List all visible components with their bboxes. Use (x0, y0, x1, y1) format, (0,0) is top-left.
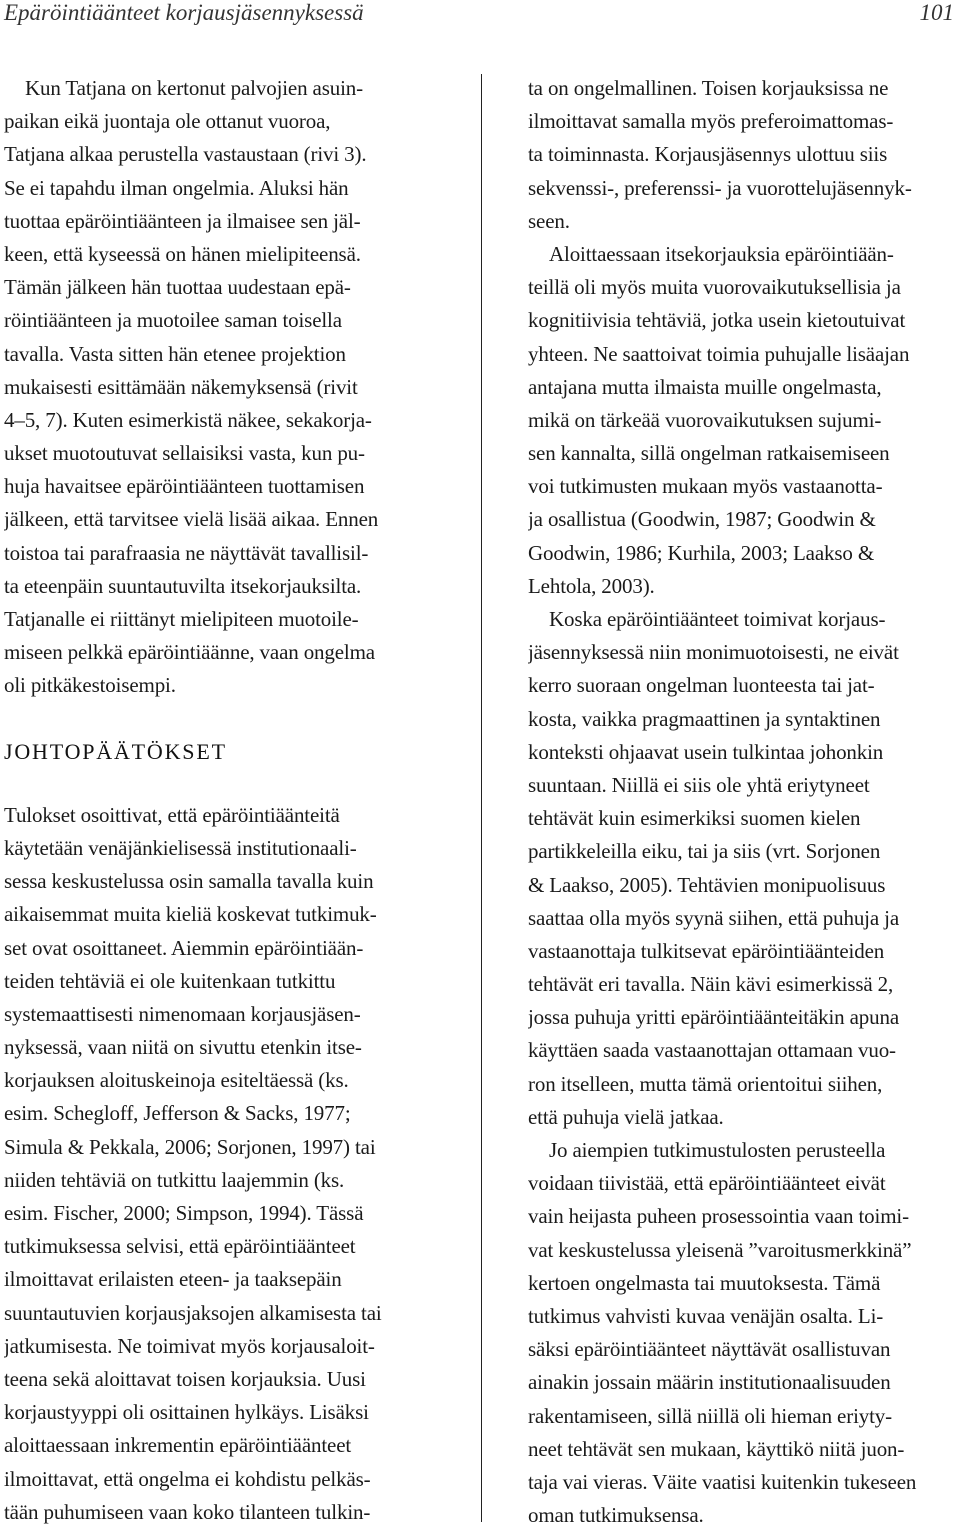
text-line: nyksessä, vaan niitä on sivuttu etenkin itse- (4, 1035, 362, 1060)
text-line: miseen pelkkä epäröintiäänne, vaan ongelma (4, 640, 375, 665)
text-line: Simula & Pekkala, 2006; Sorjonen, 1997) tai (4, 1134, 376, 1159)
text-line: teena sekä aloittavat toisen korjauksia. Uusi (4, 1366, 366, 1391)
text-line: tehtävät kuin esimerkiksi suomen kielen (528, 806, 861, 831)
text-line: Tulokset osoittivat, että epäröintiäänteitä (4, 802, 340, 827)
text-line: Se ei tapahdu ilman ongelmia. Aluksi hän (4, 175, 349, 200)
text-line: oli pitkäkestoisempi. (4, 673, 176, 698)
page-number: 101 (919, 0, 954, 25)
text-line: ta eteenpäin suuntautuvilta itsekorjauksilta. (4, 573, 362, 598)
text-line: toistoa tai parafraasia ne näyttävät tavallisil- (4, 540, 369, 565)
text-line: ta on ongelmallinen. Toisen korjauksissa ne (528, 76, 889, 100)
text-line: tutkimus vahvisti kuvaa venäjän osalta. Li- (528, 1303, 884, 1328)
text-line: keen, että kyseessä on hänen mielipiteensä. (4, 241, 361, 266)
text-line: huja havaitsee epäröintiäänteen tuottamisen (4, 474, 365, 499)
text-line: ilmoittavat samalla myös preferoimattomas- (528, 109, 894, 134)
column-divider (481, 74, 482, 1522)
section-heading: JOHTOPÄÄTÖKSET (4, 738, 227, 764)
text-line: systemaattisesti nimenomaan korjausjäsen- (4, 1001, 361, 1026)
paragraph (528, 1134, 955, 1532)
text-line: ja osallistua (Goodwin, 1987; Goodwin & (528, 507, 876, 532)
running-header (0, 0, 960, 26)
text-line: partikkeleilla eiku, tai ja siis (vrt. Sorjonen (528, 839, 881, 864)
text-line: kerro suoraan ongelman luonteesta tai jat- (528, 673, 875, 698)
text-line: tutkimuksessa selvisi, että epäröintiäänteet (4, 1234, 356, 1259)
text-line: kosta, vaikka pragmaattinen ja syntaktinen (528, 706, 881, 731)
text-line: vastaanottaja tulkitsevat epäröintiäänteiden (528, 938, 885, 963)
text-line: 4–5, 7). Kuten esimerkistä näkee, sekakorja- (4, 407, 372, 432)
text-line: sen kannalta, sillä ongelman ratkaisemiseen (528, 441, 890, 466)
paragraph (528, 72, 955, 238)
text-line: esim. Schegloff, Jefferson & Sacks, 1977; (4, 1101, 351, 1126)
right-column (528, 72, 955, 1532)
text-line: ilmoittavat erilaisten eteen- ja taaksepäin (4, 1267, 342, 1292)
text-line: suuntautuvien korjausjaksojen alkamisesta tai (4, 1300, 382, 1325)
paragraph (4, 72, 436, 703)
text-line: sessa keskustelussa osin samalla tavalla kuin (4, 869, 374, 894)
text-line: vat keskustelussa yleisenä ”varoitusmerkkinä” (528, 1237, 912, 1262)
text-line: jäsennyksessä niin monimuotoisesti, ne eivät (528, 640, 899, 665)
text-line: voidaan tiivistää, että epäröintiäänteet eivät (528, 1171, 886, 1196)
text-line: säksi epäröintiäänteet näyttävät osallistuvan (528, 1337, 891, 1362)
text-line: teillä oli myös muita vuorovaikutuksellisia ja (528, 275, 901, 300)
text-line: Tämän jälkeen hän tuottaa uudestaan epä- (4, 275, 351, 300)
paragraph (528, 238, 955, 603)
text-line: yhteen. Ne saattoivat toimia puhujalle lisäajan (528, 341, 910, 366)
text-line: antajana mutta ilmaista muille ongelmasta, (528, 374, 882, 399)
text-line: tään puhumiseen vaan koko tilanteen tulkin- (4, 1499, 371, 1524)
text-line: suuntaan. Niillä ei siis ole yhtä eriytyneet (528, 772, 870, 797)
text-line: ainakin jossain määrin institutionaalisuuden (528, 1370, 891, 1395)
left-column (4, 72, 436, 1529)
text-line: Aloittaessaan itsekorjauksia epäröintiään- (549, 241, 894, 266)
text-line: korjauksen aloituskeinoja esiteltäessä (ks. (4, 1068, 349, 1093)
text-line: korjaustyyppi oli osittainen hylkäys. Lisäksi (4, 1400, 369, 1425)
text-line: ukset muotoutuvat sellaisiksi vasta, kun pu- (4, 441, 365, 466)
text-line: Koska epäröintiäänteet toimivat korjaus- (549, 607, 886, 631)
text-line: jatkumisesta. Ne toimivat myös korjausaloit- (4, 1333, 375, 1358)
text-line: Goodwin, 1986; Kurhila, 2003; Laakso & (528, 540, 875, 565)
text-line: niiden tehtäviä on tutkittu laajemmin (ks. (4, 1167, 345, 1192)
text-line: tuottaa epäröintiäänteen ja ilmaisee sen jäl- (4, 208, 361, 233)
text-line: että puhuja vielä jatkaa. (528, 1104, 724, 1129)
text-line: neet tehtävät sen mukaan, käyttikö niitä juon- (528, 1436, 905, 1461)
text-line: saattaa olla myös syynä siihen, että puhuja ja (528, 905, 899, 930)
text-line: rakentamiseen, sillä niillä oli hieman eriyty- (528, 1403, 892, 1428)
text-line: Tatjanalle ei riittänyt mielipiteen muotoile- (4, 607, 359, 631)
text-line: Kun Tatjana on kertonut palvojien asuin- (25, 76, 363, 100)
text-line: tavalla. Vasta sitten hän etenee projektion (4, 341, 346, 366)
text-line: ta toiminnasta. Korjausjäsennys ulottuu siis (528, 142, 888, 167)
text-line: röintiäänteen ja muotoilee saman toisella (4, 308, 342, 333)
text-line: ron itselleen, mutta tämä orientoitui siihen, (528, 1071, 883, 1096)
text-line: mikä on tärkeää vuorovaikutuksen sujumi- (528, 407, 882, 432)
text-line: paikan eikä juontaja ole ottanut vuoroa, (4, 109, 331, 134)
text-line: jälkeen, että tarvitsee vielä lisää aikaa. Ennen (4, 507, 379, 532)
text-line: konteksti ohjaavat usein tulkintaa johonkin (528, 739, 884, 764)
text-line: aloittaessaan inkrementin epäröintiäänteet (4, 1433, 352, 1458)
text-line: ilmoittavat, että ongelma ei kohdistu pelkäs- (4, 1466, 371, 1491)
text-line: taja vai vieras. Väite vaatisi kuitenkin tukeseen (528, 1469, 917, 1494)
text-line: set ovat osoittaneet. Aiemmin epäröintiään- (4, 935, 364, 960)
text-line: kognitiivisia tehtäviä, jotka usein kietoutuivat (528, 308, 906, 333)
text-line: seen. (528, 208, 570, 233)
paragraph (528, 603, 955, 1134)
text-line: aikaisemmat muita kieliä koskevat tutkimuk- (4, 902, 377, 927)
text-line: voi tutkimusten mukaan myös vastaanotta- (528, 474, 883, 499)
text-line: tehtävät eri tavalla. Näin kävi esimerkissä 2, (528, 972, 894, 997)
text-line: käytetään venäjänkielisessä institutionaali- (4, 835, 357, 860)
text-line: & Laakso, 2005). Tehtävien monipuolisuus (528, 872, 886, 897)
text-line: oman tutkimuksensa. (528, 1503, 704, 1528)
text-line: Lehtola, 2003). (528, 573, 655, 598)
text-line: mukaisesti esittämään näkemyksensä (rivit (4, 374, 358, 399)
text-line: sekvenssi-, preferenssi- ja vuorottelujäsennyk- (528, 175, 912, 200)
running-title: Epäröintiäänteet korjausjäsennyksessä (4, 0, 364, 25)
text-line: käyttäen saada vastaanottajan ottamaan vuo- (528, 1038, 896, 1063)
text-line: esim. Fischer, 2000; Simpson, 1994). Tässä (4, 1201, 364, 1225)
text-line: vain heijasta puheen prosessointia vaan toimi- (528, 1204, 909, 1229)
text-line: kertoen ongelmasta tai muutoksesta. Tämä (528, 1270, 881, 1295)
paragraph (4, 799, 436, 1529)
text-line: Jo aiempien tutkimustulosten perusteella (549, 1138, 886, 1162)
text-line: jossa puhuja yritti epäröintiäänteitäkin apuna (528, 1005, 899, 1030)
text-line: Tatjana alkaa perustella vastaustaan (rivi 3). (4, 142, 367, 167)
text-line: teiden tehtäviä ei ole kuitenkaan tutkittu (4, 968, 336, 993)
